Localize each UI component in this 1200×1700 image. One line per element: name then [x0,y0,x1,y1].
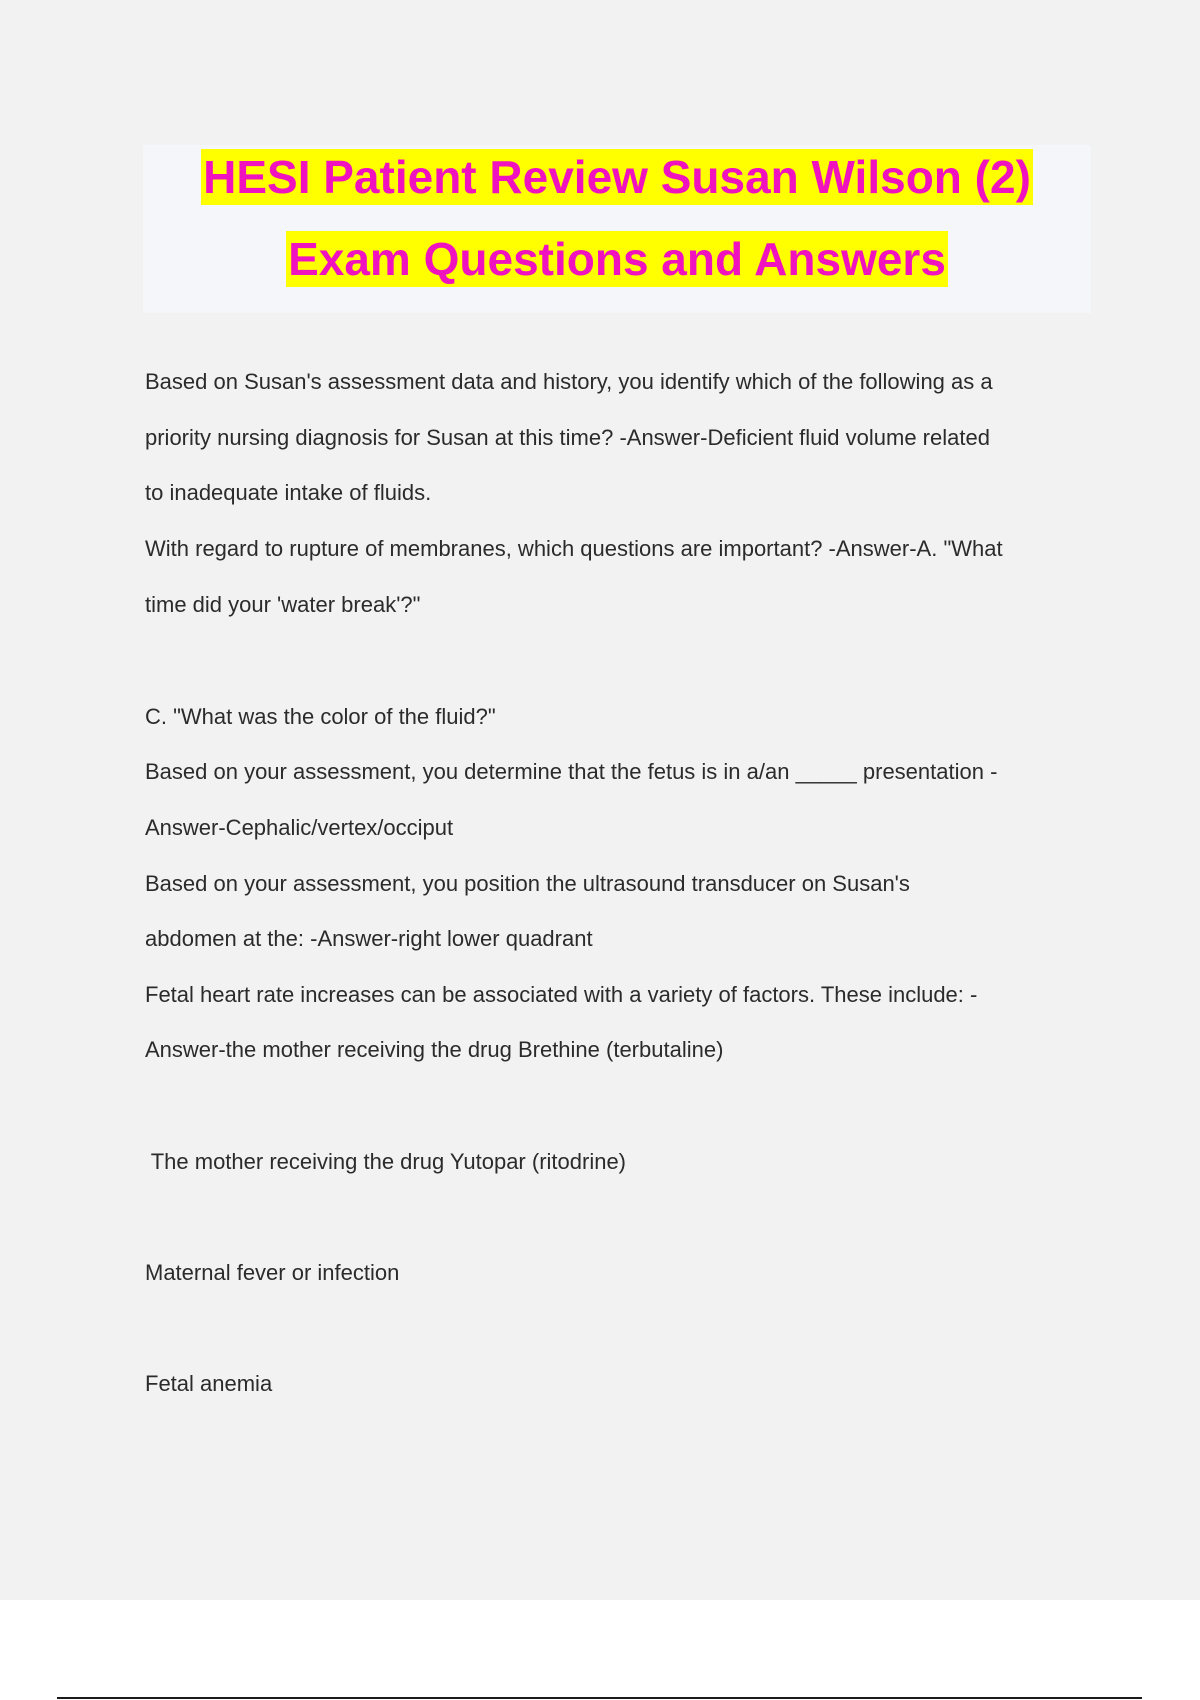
text-line: With regard to rupture of membranes, which questions are important? -Answer-A. "What [145,536,1003,561]
footer-divider [57,1697,1142,1699]
text-line: C. "What was the color of the fluid?" [145,704,496,729]
document-title-line-1: HESI Patient Review Susan Wilson (2) [203,151,1031,203]
text-line: Answer-Cephalic/vertex/occiput [145,815,454,840]
text-line: abdomen at the: -Answer-right lower quadrant [145,926,593,951]
text-line: Based on your assessment, you position the ultrasound transducer on Susan's [145,871,910,896]
text-line: Fetal heart rate increases can be associated with a variety of factors. These include: - [145,982,978,1007]
text-line: priority nursing diagnosis for Susan at this time? -Answer-Deficient fluid volume related [145,425,990,450]
text-line: Based on Susan's assessment data and history, you identify which of the following as a [145,369,993,394]
text-line: Fetal anemia [145,1371,273,1396]
document-title-line-2: Exam Questions and Answers [288,233,946,285]
text-line: Based on your assessment, you determine that the fetus is in a/an _____ presentation - [145,759,998,784]
text-line: to inadequate intake of fluids. [145,480,432,505]
text-line: The mother receiving the drug Yutopar (ritodrine) [145,1149,627,1174]
text-line: Answer-the mother receiving the drug Brethine (terbutaline) [145,1037,724,1062]
text-line: Maternal fever or infection [145,1260,400,1285]
title-block [143,145,1091,313]
text-line: time did your 'water break'?" [145,592,421,617]
